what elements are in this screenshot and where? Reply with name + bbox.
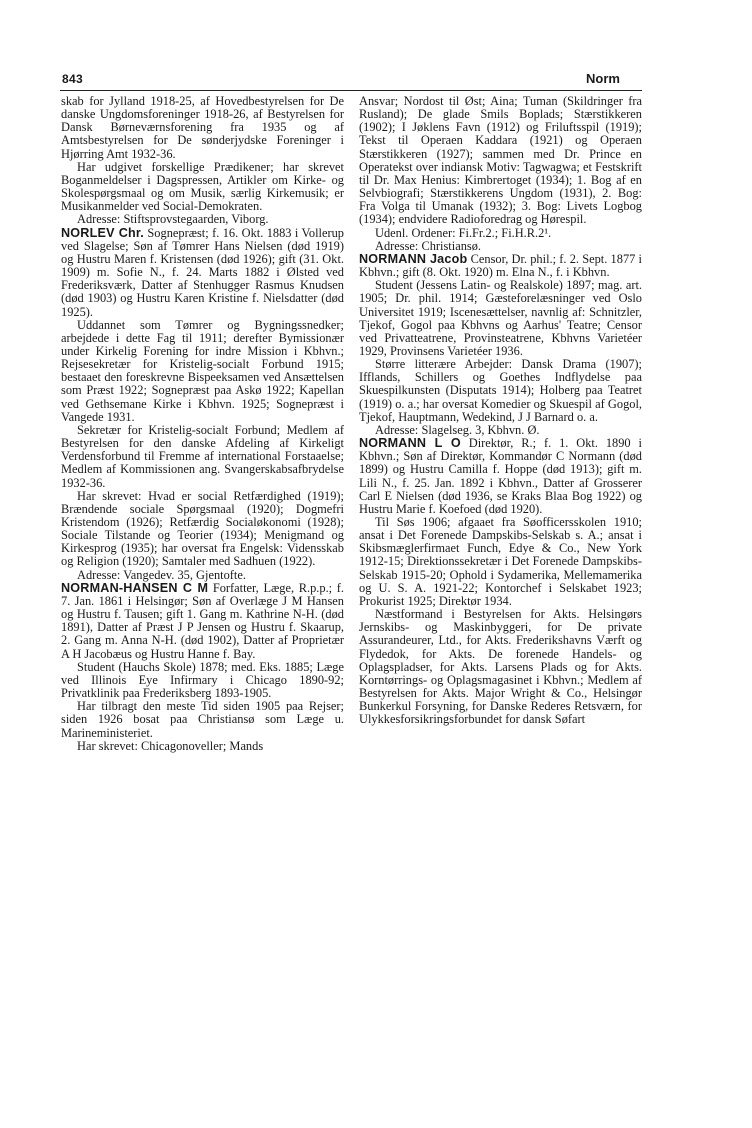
right-column bbox=[359, 95, 642, 727]
paragraph: Uddannet som Tømrer og Bygningssnedker; arbejdede i dette Fag til 1911; derefter Bymissionær under Kirkelig Forening for indre Mission i Kbhvn.; Rejsesekretær for Kristelig-socialt Forbund 1915; bestaaet den foreskrevne Bispeeksamen ved Ansættelsen som Præst 1922; Sognepræst paa Askø 1922; Kapellan ved Gethsemane Kirke i Kbhvn. 1925; Sognepræst i Vangede 1931. bbox=[61, 317, 344, 424]
paragraph: Har skrevet: Chicagonoveller; Mands bbox=[77, 738, 264, 753]
paragraph: Har skrevet: Hvad er social Retfærdighed (1919); Brændende sociale Spørgsmaal (1920); Dogmefri Kristendom (1926); Retfærdig Socialøkonomi (1928); Sociale Tilstande og Teorier (1934); Menigmand og Kirkesprog (1935); har oversat fra Engelsk: Vidensskab og Religion (1920); Samtaler med Sadhuen (1922). bbox=[61, 488, 344, 569]
entry-normann-lo bbox=[359, 437, 642, 516]
entry-text: Censor, Dr. phil.; f. 2. Sept. 1877 i Kbhvn.; gift (8. Okt. 1920) m. Elna N., f. i Kbhvn. bbox=[359, 251, 642, 280]
orders-line: Udenl. Ordener: Fi.Fr.2.; Fi.H.R.2¹. bbox=[375, 225, 552, 240]
header-rule bbox=[60, 90, 642, 91]
paragraph: skab for Jylland 1918-25, af Hovedbestyrelsen for De danske Ungdomsforeninger 1918-26, af Bestyrelsen for Dansk Børneværnsforening fra 1935 og af Amtsbestyrelsen for De sønderjydske Foreninger i Hjørring Amt 1932-36. bbox=[61, 94, 344, 161]
entry-text: Forfatter, Læge, R.p.p.; f. 7. Jan. 1861 i Helsingør; Søn af Overlæge J M Hansen og Hustru f. Tausen; gift 1. Gang m. Kathrine N-H. (død 1891), Datter af Præst J P Jensen og Hustru f. Skaarup, 2. Gang m. Anna N-H. (død 1902), Datter af Proprietær A H Jacobæus og Hustru Hanne f. Bay. bbox=[61, 580, 344, 661]
paragraph: Har udgivet forskellige Prædikener; har skrevet Boganmeldelser i Dagspressen, Artikler om Kirke- og Skolespørgsmaal og om Musik, særlig Kirkemusik; er Musikanmelder ved Social-Demokraten. bbox=[61, 159, 344, 214]
entry-normann-jacob bbox=[359, 253, 642, 279]
left-column bbox=[61, 95, 344, 753]
paragraph: Større litterære Arbejder: Dansk Drama (1907); Ifflands, Schillers og Goethes Indflydelse paa Skuespilkunsten (Disputats 1914); Holberg paa Teatret (1919) o. a.; har oversat Komedier og Skuespil af Gogol, Tjekof, Hauptmann, Wedekind, J J Barnard o. a. bbox=[359, 357, 642, 424]
paragraph: Student (Hauchs Skole) 1878; med. Eks. 1885; Læge ved Illinois Eye Infirmary i Chicago 1890-92; Privatklinik paa Frederiksberg 1893-1905. bbox=[61, 659, 344, 701]
paragraph: Student (Jessens Latin- og Realskole) 1897; mag. art. 1905; Dr. phil. 1914; Gæsteforelæsninger ved Oslo Universitet 1919; Iscenesættelser, navnlig af: Schnitzler, Tjekof, Gogol paa Kbhvns og Aarhus' Teatre; Censor ved Privatteatrene, Provinsteatrene, Kbhvns Varietéer 1929, Provinsens Varietéer 1936. bbox=[359, 278, 642, 358]
running-head: Norm bbox=[586, 71, 620, 86]
address-line: Adresse: Christiansø. bbox=[375, 238, 481, 253]
entry-norman-hansen bbox=[61, 582, 344, 661]
entry-name: NORMAN-HANSEN C M bbox=[61, 580, 209, 595]
address-line: Adresse: Slagelseg. 3, Kbhvn. Ø. bbox=[375, 422, 540, 437]
entry-text: Sognepræst; f. 16. Okt. 1883 i Vollerup ved Slagelse; Søn af Tømrer Hans Nielsen (død 1919) og Hustru Maren f. Kristensen (død 1926); gift (31. Okt. 1909) m. Sofie N., f. 24. Marts 1882 i Ølsted ved Frederiksværk, Datter af Stenhugger Rasmus Knudsen (død 1903) og Hustru Karen Kristine f. Nielsdatter (død 1925). bbox=[61, 225, 344, 319]
page-number: 843 bbox=[62, 72, 83, 86]
entry-name: NORMANN Jacob bbox=[359, 251, 468, 266]
paragraph: Sekretær for Kristelig-socialt Forbund; Medlem af Bestyrelsen for den danske Afdeling af Kirkeligt Verdensforbund til Fremme af international Forstaaelse; Medlem af Kommissionen ang. Svangerskabsafbrydelse 1932-36. bbox=[61, 422, 344, 490]
paragraph: Ansvar; Nordost til Øst; Aina; Tuman (Skildringer fra Rusland); De glade Smils Boplads; Stærstikkeren (1902); I Jøklens Favn (1912) og Friluftsspil (1919); Tekst til Operaen Kaddara (1921) og Operaen Stærstikkeren (1927); sammen med Dr. Prince en Operatekst over indiansk Motiv: Tagwagwa; et Festskrift til Dr. Max Henius: Kimbrertoget (1934); 1. Bog af en Selvbiografi; Stærstikkerens Ungdom (1931), 2. Bog: Fra Volga til Umanak (1932); 3. Bog: Livets Logbog (1934); endvidere Radioforedrag og Hørespil. bbox=[359, 94, 642, 227]
paragraph: Til Søs 1906; afgaaet fra Søofficersskolen 1910; ansat i Det Forenede Dampskibs-Selskab s. A.; ansat i Skibsmæglerfirmaet Funch, Edye & Co., New York 1912-15; Direktionssekretær i Det Forenede Dampskibs-Selskab 1915-20; Ophold i Sydamerika, Mellemamerika og U. S. A. 1921-22; Kontorchef i Selskabet 1923; Prokurist 1925; Direktør 1934. bbox=[359, 515, 642, 608]
entry-norlev bbox=[61, 227, 344, 319]
address-line: Adresse: Stiftsprovstegaarden, Viborg. bbox=[77, 212, 269, 227]
entry-name: NORMANN L O bbox=[359, 436, 461, 451]
entry-name: NORLEV Chr. bbox=[61, 225, 144, 240]
paragraph: Næstformand i Bestyrelsen for Akts. Helsingørs Jernskibs- og Maskinbyggeri, for De private Assurandeurer, Ltd., for Akts. Frederikshavns Værft og Flydedok, for Akts. De forenede Handels- og Oplagspladser, for Akts. Larsens Plads og for Akts. Korntørrings- og Oplagsmagasinet i Kbhvn.; Medlem af Bestyrelsen for Akts. Major Wright & Co., Helsingør Bunkerkul Forsyning, for Danske Rederes Retsværn, for Ulykkesforsikringsforbundet for dansk Søfart bbox=[359, 607, 642, 727]
address-line: Adresse: Vangedev. 35, Gjentofte. bbox=[77, 567, 246, 582]
entry-text: Direktør, R.; f. 1. Okt. 1890 i Kbhvn.; Søn af Direktør, Kommandør C Normann (død 1899) og Hustru Camilla f. Hoppe (død 1913); gift m. Lili N., f. 25. Jan. 1892 i Kbhvn., Datter af Grosserer Carl E Nielsen (død 1936, se Kraks Blaa Bog 1922) og Hustru Marie f. Koefoed (død 1920). bbox=[359, 436, 642, 516]
paragraph: Har tilbragt den meste Tid siden 1905 paa Rejser; siden 1926 bosat paa Christiansø som Læge u. Marineministeriet. bbox=[61, 699, 344, 740]
